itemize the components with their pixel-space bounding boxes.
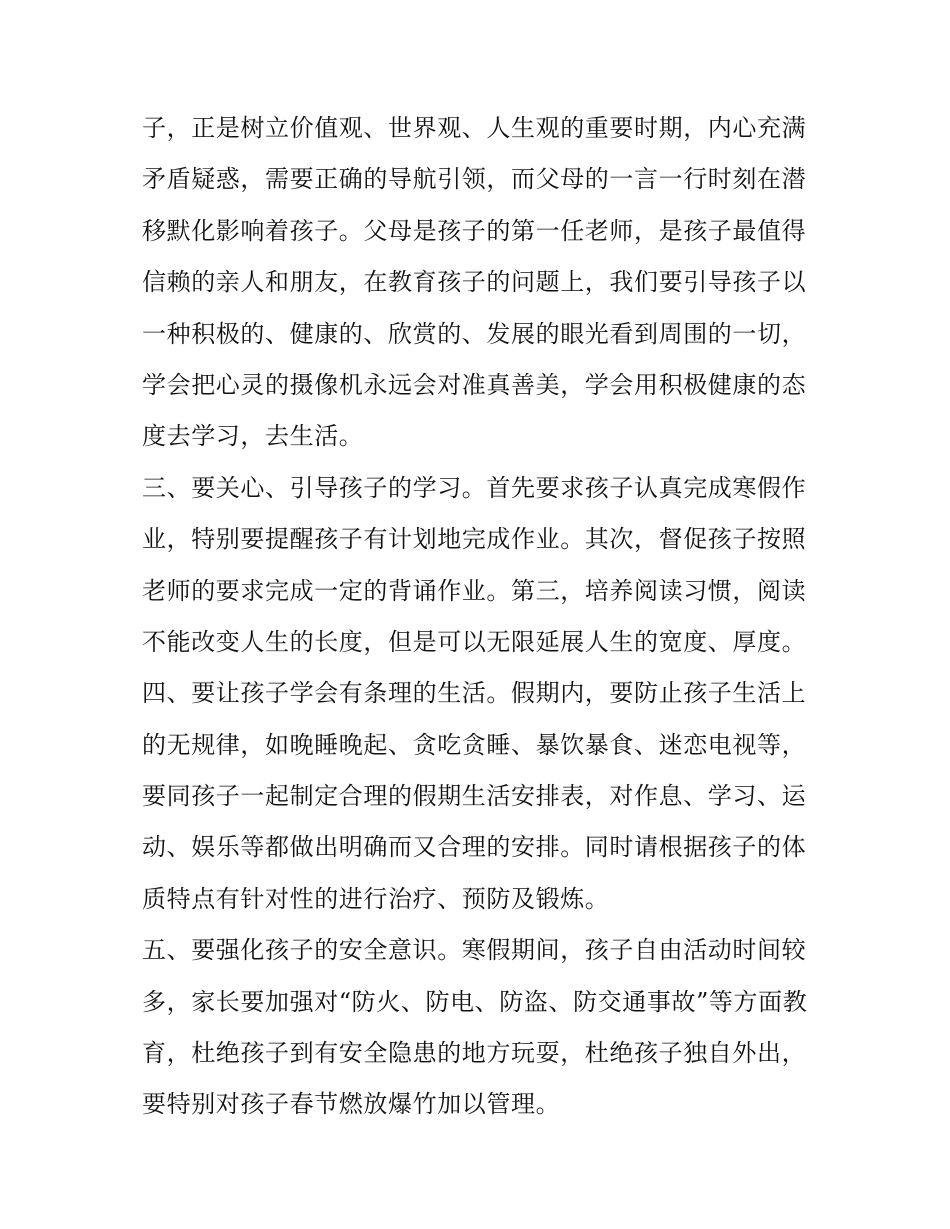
text-line: 矛盾疑惑，需要正确的导航引领，而父母的一言一行时刻在潜	[142, 165, 807, 194]
section-five-line: 五、要强化孩子的安全意识。寒假期间，孩子自由活动时间较	[142, 936, 807, 965]
text-line: 一种积极的、健康的、欣赏的、发展的眼光看到周围的一切，	[142, 319, 807, 348]
text-line: 度去学习，去生活。	[142, 422, 364, 451]
text-line: 业，特别要提醒孩子有计划地完成作业。其次，督促孩子按照	[142, 525, 807, 554]
body-text	[142, 103, 822, 1131]
text-line: 要特别对孩子春节燃放爆竹加以管理。	[142, 1090, 561, 1119]
text-line: 信赖的亲人和朋友，在教育孩子的问题上，我们要引导孩子以	[142, 268, 807, 297]
text-line: 移默化影响着孩子。父母是孩子的第一任老师，是孩子最值得	[142, 216, 807, 245]
text-line: 要同孩子一起制定合理的假期生活安排表，对作息、学习、运	[142, 782, 807, 811]
text-line: 动、娱乐等都做出明确而又合理的安排。同时请根据孩子的体	[142, 833, 807, 862]
text-line: 老师的要求完成一定的背诵作业。第三，培养阅读习惯，阅读	[142, 576, 807, 605]
text-line: 多，家长要加强对“防火、防电、防盗、防交通事故”等方面教	[142, 987, 808, 1016]
section-three-line: 三、要关心、引导孩子的学习。首先要求孩子认真完成寒假作	[142, 473, 807, 502]
text-line: 质特点有针对性的进行治疗、预防及锻炼。	[142, 884, 610, 913]
text-line: 不能改变人生的长度，但是可以无限延展人生的宽度、厚度。	[142, 627, 807, 656]
section-four-line: 四、要让孩子学会有条理的生活。假期内，要防止孩子生活上	[142, 679, 807, 708]
text-line: 学会把心灵的摄像机永远会对准真善美，学会用积极健康的态	[142, 370, 807, 399]
text-line: 的无规律，如晚睡晚起、贪吃贪睡、暴饮暴食、迷恋电视等，	[142, 730, 807, 759]
text-line: 子，正是树立价值观、世界观、人生观的重要时期，内心充满	[142, 114, 807, 142]
text-line: 育，杜绝孩子到有安全隐患的地方玩耍，杜绝孩子独自外出，	[142, 1039, 807, 1068]
